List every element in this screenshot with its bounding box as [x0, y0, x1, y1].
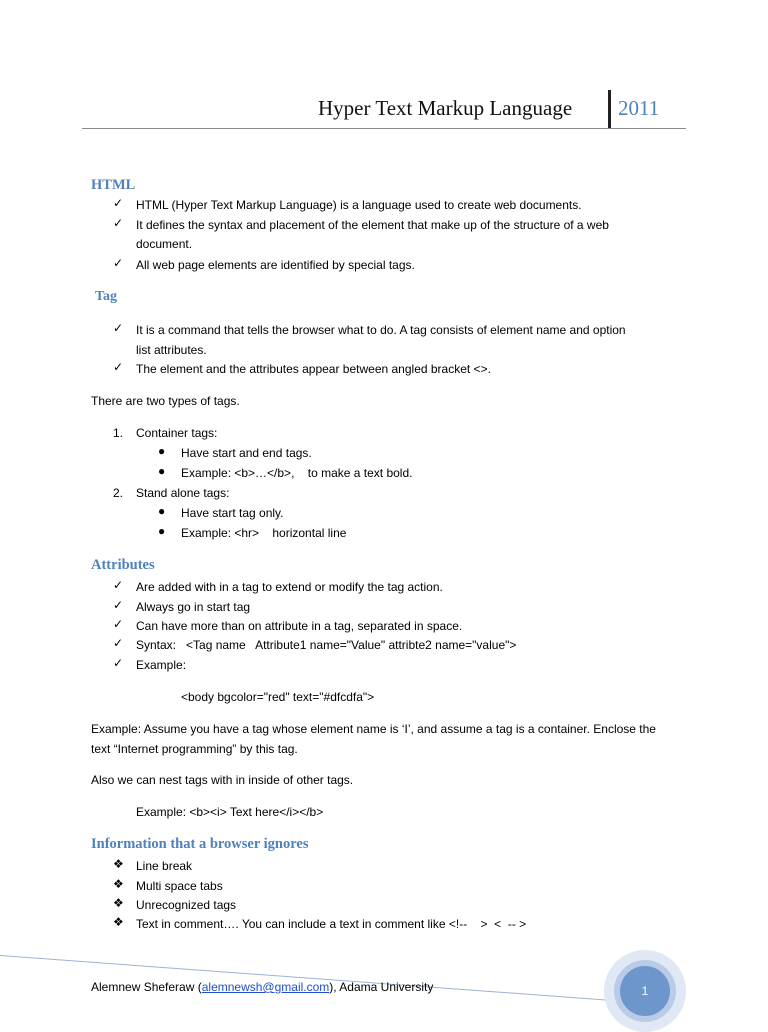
header-separator [608, 90, 611, 128]
type-1-item-1: Have start and end tags. [181, 446, 312, 460]
bullet-dot-icon: ● [158, 464, 166, 478]
footer-credit [91, 980, 433, 994]
bullet-dot-icon: ● [158, 504, 166, 518]
type-1-number: 1. [113, 426, 124, 440]
tag-bullet-2: The element and the attributes appear between angled bracket <>. [136, 362, 491, 376]
attr-paragraph-2: Also we can nest tags with in inside of other tags. [91, 773, 354, 787]
footer-affiliation: ), Adama University [329, 980, 434, 994]
attr-bullet-2: Always go in start tag [136, 600, 251, 614]
type-2-item-2: Example: <hr> horizontal line [181, 526, 347, 540]
check-mark-icon: ✓ [113, 216, 124, 230]
attr-example-code: <body bgcolor="red" text="#dfcdfa"> [181, 690, 375, 704]
html-heading: HTML [91, 177, 136, 193]
type-2-item-1: Have start tag only. [181, 506, 284, 520]
ignores-heading: Information that a browser ignores [91, 836, 309, 852]
check-mark-icon: ✓ [113, 578, 124, 592]
attr-syntax: Syntax: <Tag name Attribute1 name="Value" attribte2 name="value"> [136, 638, 517, 652]
tag-bullet-1: It is a command that tells the browser what to do. A tag consists of element name and option [136, 323, 626, 337]
header-year: 2011 [618, 96, 660, 120]
html-bullet-3: All web page elements are identified by special tags. [136, 258, 415, 272]
diamond-bullet-icon: ❖ [113, 857, 124, 871]
bullet-dot-icon: ● [158, 524, 166, 538]
check-mark-icon: ✓ [113, 598, 124, 612]
attr-bullet-3: Can have more than on attribute in a tag, separated in space. [136, 619, 463, 633]
page-number: 1 [620, 966, 670, 1016]
type-1-label: Container tags: [136, 426, 218, 440]
bullet-dot-icon: ● [158, 444, 166, 458]
attr-paragraph-1-cont: text “Internet programming” by this tag. [91, 742, 298, 756]
nest-example: Example: <b><i> Text here</i></b> [136, 805, 324, 819]
attr-bullet-1: Are added with in a tag to extend or modify the tag action. [136, 580, 443, 594]
type-2-number: 2. [113, 486, 124, 500]
tag-bullet-1-cont: list attributes. [136, 343, 207, 357]
footer-email-link[interactable]: alemnewsh@gmail.com [201, 980, 330, 994]
check-mark-icon: ✓ [113, 196, 124, 210]
tag-heading: Tag [95, 289, 118, 304]
check-mark-icon: ✓ [113, 636, 124, 650]
check-mark-icon: ✓ [113, 360, 124, 374]
header-title: Hyper Text Markup Language [318, 96, 573, 120]
attributes-heading: Attributes [91, 557, 155, 573]
tag-types-intro: There are two types of tags. [91, 394, 240, 408]
footer-author: Alemnew Sheferaw [91, 980, 195, 994]
html-bullet-2: It defines the syntax and placement of the element that make up of the structure of a web [136, 218, 609, 232]
diamond-bullet-icon: ❖ [113, 896, 124, 910]
diamond-bullet-icon: ❖ [113, 915, 124, 929]
check-mark-icon: ✓ [113, 617, 124, 631]
type-1-item-2: Example: <b>…</b>, to make a text bold. [181, 466, 413, 480]
ignore-item-1: Line break [136, 859, 193, 873]
header-rule [82, 128, 686, 129]
check-mark-icon: ✓ [113, 656, 124, 670]
ignore-item-2: Multi space tabs [136, 879, 223, 893]
check-mark-icon: ✓ [113, 256, 124, 270]
attr-paragraph-1: Example: Assume you have a tag whose element name is ‘I’, and assume a tag is a container. Enclose the [91, 722, 656, 736]
html-bullet-2-cont: document. [136, 237, 193, 251]
attr-example-label: Example: [136, 658, 187, 672]
html-bullet-1: HTML (Hyper Text Markup Language) is a language used to create web documents. [136, 198, 582, 212]
ignore-item-3: Unrecognized tags [136, 898, 237, 912]
footer-open-paren: ( [197, 980, 202, 994]
diamond-bullet-icon: ❖ [113, 877, 124, 891]
ignore-item-4: Text in comment…. You can include a text in comment like <!-- > < -- > [136, 917, 527, 931]
check-mark-icon: ✓ [113, 321, 124, 335]
type-2-label: Stand alone tags: [136, 486, 230, 500]
